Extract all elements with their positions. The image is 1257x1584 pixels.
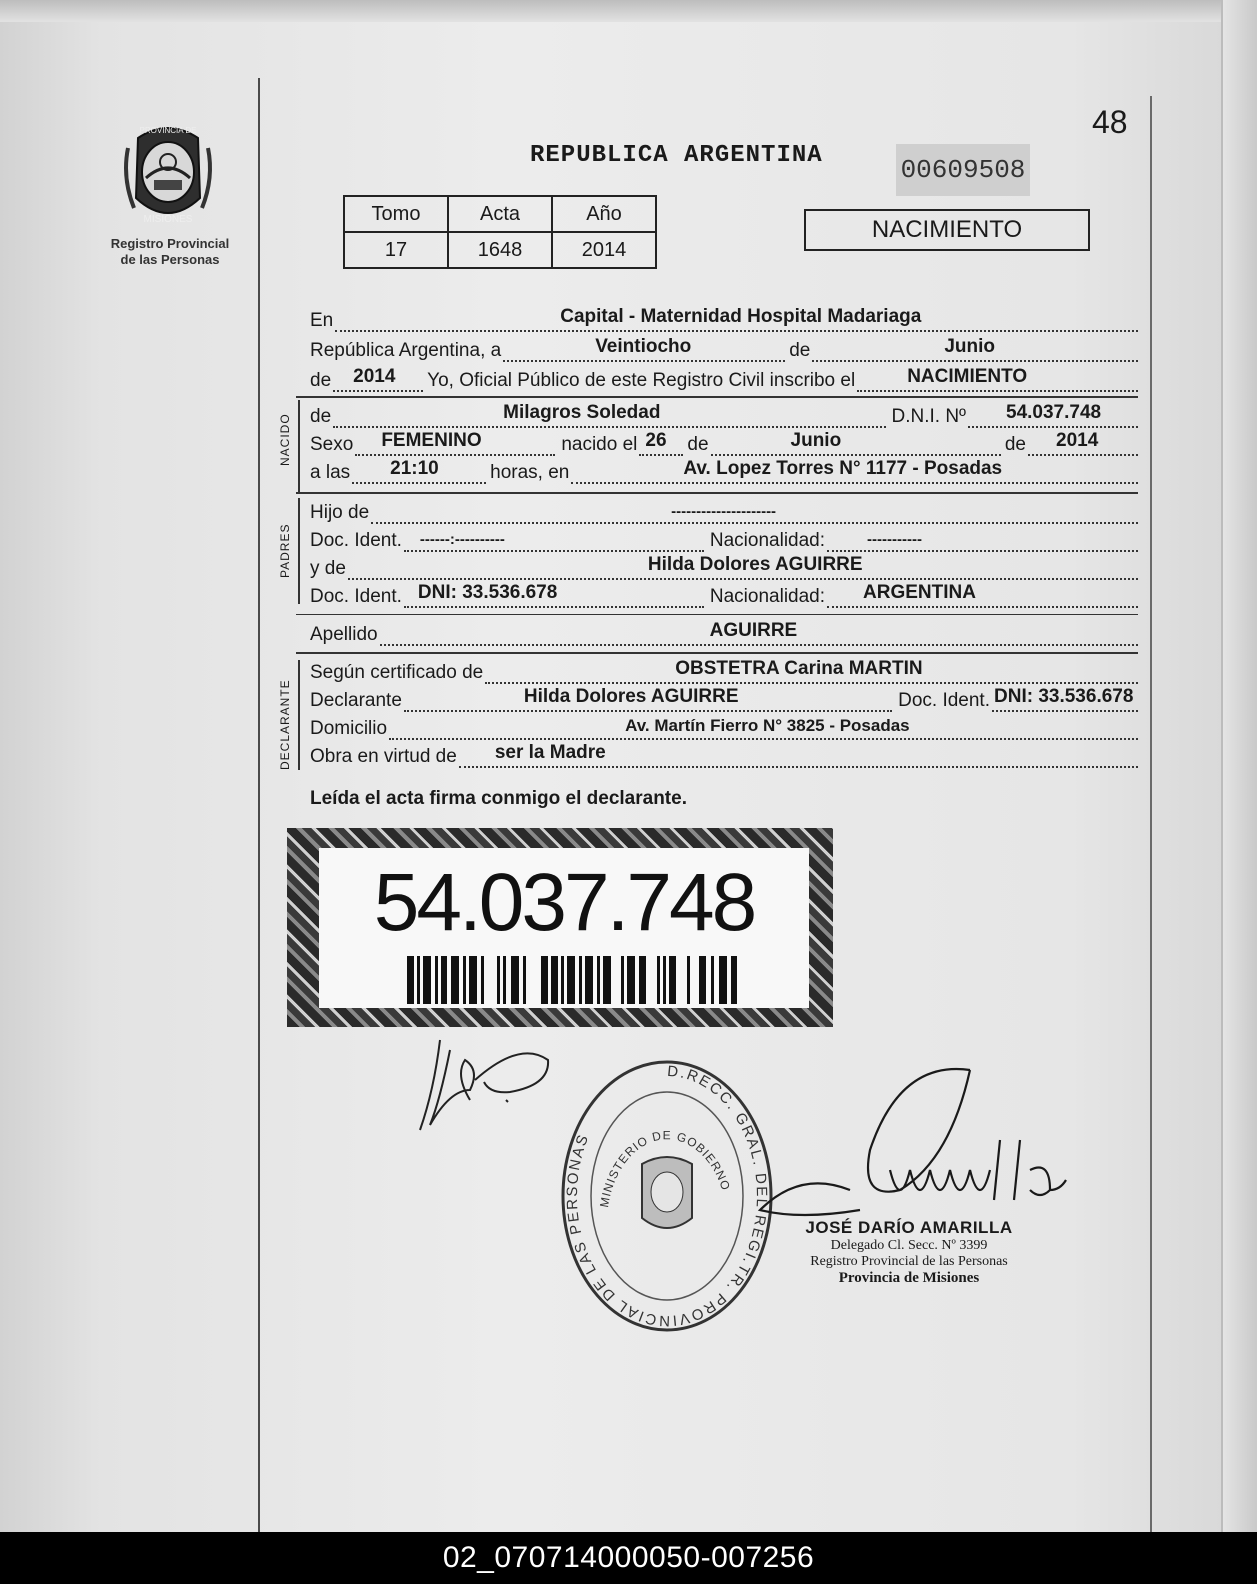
scan-footer-id: 02_070714000050-007256 [0,1532,1257,1584]
born-month: Junio [790,430,842,451]
official-stamp [784,1218,1034,1287]
divider-nacido-top [296,396,1138,398]
born-time: 21:10 [390,458,439,479]
page-number: 48 [1092,104,1128,140]
act-type-box: NACIMIENTO [804,209,1090,251]
born-name: Milagros Soledad [503,402,661,423]
seal-inner-text: MINISTERIO DE GOBIERNO [597,1128,734,1209]
record-header-acta: Acta [448,196,552,232]
line-born-time [310,456,1138,484]
line-date [310,334,1138,362]
label-doc-ident-mother: Doc. Ident. [310,586,402,607]
section-nacido-bar [298,400,300,494]
label-en: En [310,310,334,331]
born-address: Av. Lopez Torres N° 1177 - Posadas [683,458,1003,479]
born-dni: 54.037.748 [1006,402,1102,423]
official-signature-icon [740,1060,1070,1240]
label-de-year: de [310,370,332,391]
official-province: Provincia de Misiones [838,1270,980,1286]
record-header-tomo: Tomo [344,196,448,232]
born-year: 2014 [1056,430,1099,451]
section-padres-label: PADRES [278,523,292,578]
line-mother-doc [310,580,1138,608]
act-kind: NACIMIENTO [907,366,1028,387]
section-nacido-label: NACIDO [278,413,292,466]
label-de-birth-year: de [1004,434,1026,455]
misiones-crest-icon [118,118,218,230]
act-year: 2014 [353,366,396,387]
label-a-las: a las [310,462,351,483]
registry-label [100,236,240,268]
registry-label-line1: Registro Provincial [110,236,230,251]
label-de-name: de [310,406,332,427]
born-sex: FEMENINO [381,430,482,451]
label-republica: República Argentina, a [310,340,502,361]
father-doc: ------:---------- [419,531,505,548]
label-declarante: Declarante [310,690,402,711]
binder-edge [1221,0,1257,1532]
label-obra-virtud: Obra en virtud de [310,746,457,767]
declarant-signature-icon [410,1030,560,1140]
seal-ring-text: D.RECC. GRAL. DEL REGI.TR. PROVINCIAL DE LAS PERSONAS [563,1062,771,1330]
line-declarant [310,684,1138,712]
label-de-month: de [789,340,811,361]
right-margin-line [1150,96,1152,1532]
barcode-label-area [319,848,809,1008]
barcode-icon [407,956,737,1004]
label-segun-certificado: Según certificado de [310,662,484,683]
father-name: --------------------- [671,503,777,520]
mother-name: Hilda Dolores AGUIRRE [647,554,863,575]
child-surname: AGUIRRE [709,620,798,641]
label-hijo-de: Hijo de [310,502,370,523]
record-table-value-row [344,232,656,268]
line-mother-name [310,552,1138,580]
record-value-tomo: 17 [344,232,448,268]
barcode-dni-number: 54.037.748 [373,857,755,948]
line-domicilio [310,712,1138,740]
section-declarante-label: DECLARANTE [278,679,292,770]
declarant-reason: ser la Madre [494,742,606,763]
label-doc-ident-father: Doc. Ident. [310,530,402,551]
divider-padres-bottom [296,614,1138,615]
label-nacionalidad-mother: Nacionalidad: [709,586,826,607]
mother-nationality: ARGENTINA [863,582,976,603]
label-y-de: y de [310,558,346,579]
closing-statement: Leída el acta firma conmigo el declarante. [310,788,687,809]
section-padres-bar [298,498,300,604]
act-month: Junio [944,336,995,357]
label-domicilio: Domicilio [310,718,388,739]
label-horas-en: horas, en [490,462,570,483]
record-value-ano: 2014 [552,232,656,268]
label-de-birth-month: de [687,434,709,455]
serial-number: 00609508 [896,144,1030,196]
record-table [343,195,657,269]
section-declarante-bar [298,660,300,770]
record-value-acta: 1648 [448,232,552,268]
official-name: JOSÉ DARÍO AMARILLA [805,1218,1013,1237]
label-sexo: Sexo [310,434,354,455]
record-table-header-row [344,196,656,232]
record-header-ano: Año [552,196,656,232]
official-role: Delegado Cl. Secc. Nº 3399 [830,1238,988,1253]
act-day-words: Veintiocho [595,336,692,357]
left-margin-line [258,78,260,1532]
crest-bottom-text: MISIONES [143,214,193,225]
line-born-name [310,400,1138,428]
line-certificate [310,656,1138,684]
declarant-address: Av. Martín Fierro N° 3825 - Posadas [625,716,910,735]
line-reason [310,740,1138,768]
act-place: Capital - Maternidad Hospital Madariaga [560,306,922,327]
label-dni: D.N.I. Nº [891,406,966,427]
label-nacionalidad-father: Nacionalidad: [709,530,826,551]
document-title: REPUBLICA ARGENTINA [530,142,823,169]
divider-padres-top [296,492,1138,494]
line-year [310,364,1138,392]
label-doc-ident-declarant: Doc. Ident. [898,690,990,711]
mother-doc: DNI: 33.536.678 [417,582,558,603]
line-surname [310,618,1138,646]
divider-declarante-top [296,652,1138,654]
line-father-doc [310,524,1138,552]
line-born-sex [310,428,1138,456]
father-nationality: ----------- [867,531,922,548]
registry-label-line2: de las Personas [120,252,220,267]
crest-top-text: PROVINCIA DE [139,126,197,135]
line-place [310,304,1138,332]
label-yo-oficial: Yo, Oficial Público de este Registro Civil inscribo el [427,370,856,391]
official-registry: Registro Provincial de las Personas [810,1254,1008,1269]
certificate-by: OBSTETRA Carina MARTIN [675,658,923,679]
declarant-doc: DNI: 33.536.678 [994,686,1134,707]
dni-barcode-sticker [287,828,833,1027]
label-nacido-el: nacido el [561,434,638,455]
label-apellido: Apellido [310,624,378,645]
page-top-edge [0,0,1257,22]
born-day: 26 [645,430,667,451]
declarant-name: Hilda Dolores AGUIRRE [523,686,739,707]
line-father-name [310,496,1138,524]
